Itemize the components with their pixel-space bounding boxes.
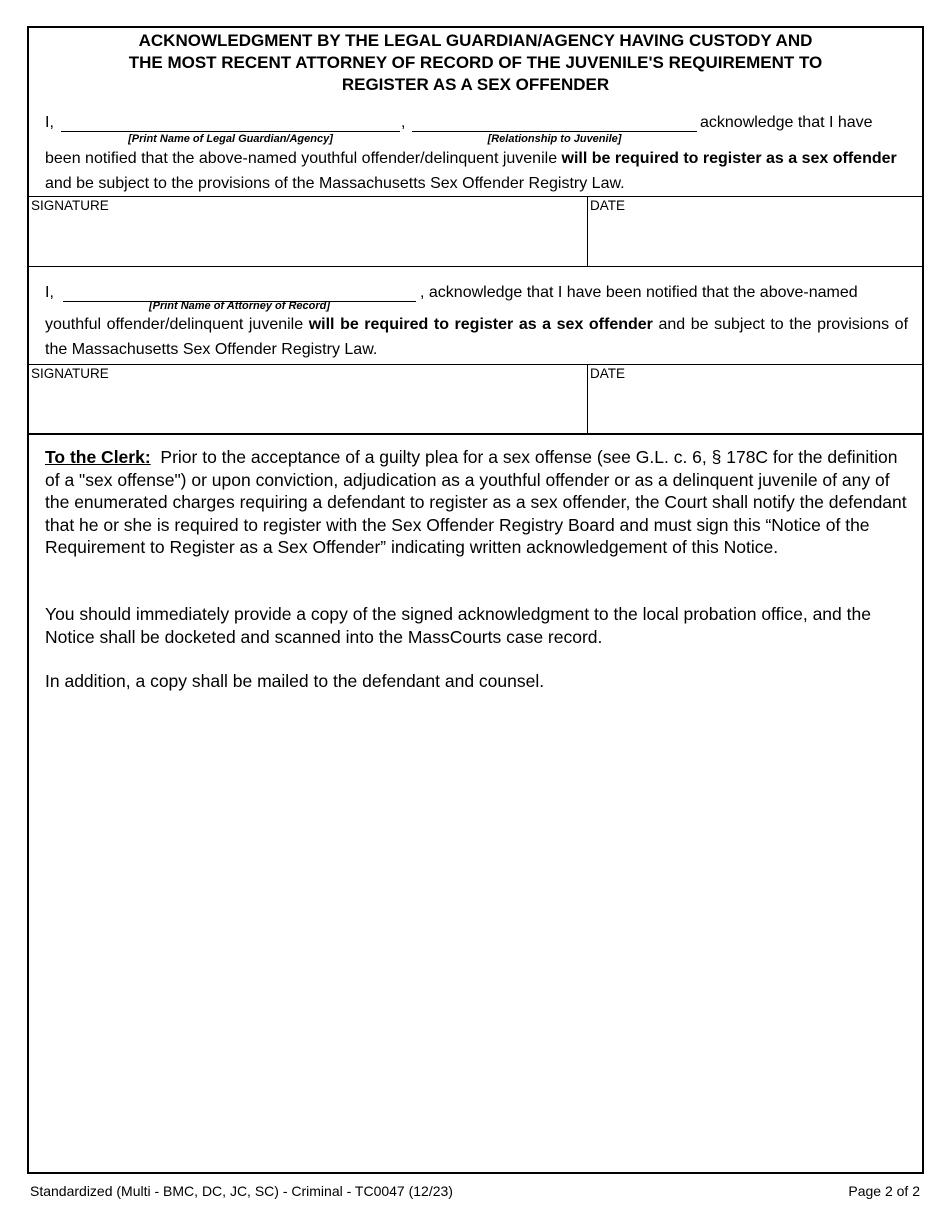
clerk-instructions [45, 446, 911, 559]
divider [29, 364, 922, 365]
attorney-notice-text [45, 313, 908, 362]
attorney-date-label: DATE [590, 366, 626, 381]
title-line-2: THE MOST RECENT ATTORNEY OF RECORD OF THE JUVENILE'S REQUIREMENT TO [128, 53, 823, 72]
guardian-date-label: DATE [590, 198, 626, 213]
guardian-suffix: acknowledge that I have [700, 114, 873, 131]
relationship-caption: [Relationship to Juvenile] [487, 133, 622, 145]
clerk-heading: To the Clerk: [45, 447, 151, 467]
guardian-body-part2: and be subject to the provisions of the Massachusetts Sex Offender Registry Law. [45, 174, 625, 192]
guardian-comma: , [401, 114, 406, 131]
clerk-paragraph-1: Prior to the acceptance of a guilty plea for a sex offense (see G.L. c. 6, § 178C for the definition of a "sex offense") or upon conviction, adjudication as a youthful offender or as a delinquent juvenile of any of the enumerated charges requiring a defendant to register as a sex offender, the Court shall notify the defendant that he or she is required to register with the Sex Offender Registry Board and must sign this “Notice of the Requirement to Register as a Sex Offender” indicating written acknowledgement of this Notice. [45, 447, 907, 557]
form-title [29, 30, 922, 96]
divider [29, 196, 922, 197]
guardian-body-bold: will be required to register as a sex offender [561, 150, 897, 167]
guardian-name-caption: [Print Name of Legal Guardian/Agency] [128, 133, 333, 145]
guardian-date-field[interactable] [588, 214, 922, 265]
clerk-paragraph-2: You should immediately provide a copy of the signed acknowledgment to the local probation office, and the Notice shall be docketed and scanned into the MassCourts case record. [45, 604, 871, 647]
relationship-field[interactable] [412, 131, 697, 132]
attorney-prefix: I, [45, 284, 54, 301]
attorney-signature-field[interactable] [29, 382, 587, 433]
title-line-1: ACKNOWLEDGMENT BY THE LEGAL GUARDIAN/AGENCY HAVING CUSTODY AND [138, 31, 813, 50]
clerk-paragraph-3: In addition, a copy shall be mailed to the defendant and counsel. [45, 671, 545, 691]
guardian-prefix: I, [45, 114, 54, 131]
divider [29, 266, 922, 267]
guardian-notice-text [45, 147, 908, 196]
attorney-suffix: , acknowledge that I have been notified that the above-named [420, 284, 858, 301]
guardian-body-part1: been notified that the above-named youthful offender/delinquent juvenile [45, 150, 562, 167]
attorney-date-field[interactable] [588, 382, 922, 433]
attorney-body-part1: youthful offender/delinquent juvenile [45, 316, 309, 333]
guardian-name-field[interactable] [61, 131, 400, 132]
title-line-3: REGISTER AS A SEX OFFENDER [341, 75, 610, 94]
page-number: Page 2 of 2 [848, 1183, 920, 1199]
guardian-signature-field[interactable] [29, 214, 587, 265]
attorney-name-caption: [Print Name of Attorney of Record] [148, 300, 331, 312]
section-divider [29, 433, 922, 435]
guardian-signature-label: SIGNATURE [31, 198, 109, 213]
form-id-footer: Standardized (Multi - BMC, DC, JC, SC) - Criminal - TC0047 (12/23) [30, 1183, 453, 1199]
attorney-signature-label: SIGNATURE [31, 366, 109, 381]
form-frame [27, 26, 924, 1174]
attorney-body-part2: and be subject to the provisions of the Massachusetts Sex Offender Registry Law. [45, 316, 909, 358]
attorney-body-bold: will be required to register as a sex offender [308, 316, 653, 333]
